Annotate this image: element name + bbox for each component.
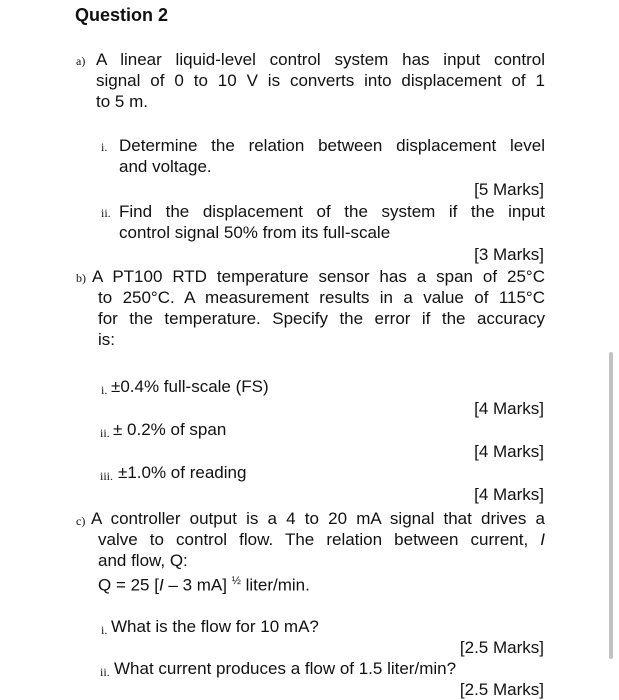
part-a-ii-line-1: Find the displacement of the system if the input (119, 202, 545, 221)
current-variable: I (540, 530, 545, 549)
part-b-i-text: ±0.4% full-scale (FS) (111, 377, 269, 396)
part-b-ii-text: ± 0.2% of span (113, 420, 227, 439)
part-a-ii-line-2: control signal 50% from its full-scale (119, 223, 391, 242)
part-b-ii-marks: [4 Marks] (474, 442, 544, 461)
part-c-line-2 (98, 529, 545, 550)
part-a-i-label: i. (101, 140, 108, 154)
part-a-line-3: to 5 m. (96, 92, 148, 111)
part-c-i-text: What is the flow for 10 mA? (111, 617, 319, 636)
part-a-i-line-1: Determine the relation between displacement level (119, 136, 545, 155)
part-b-line-3: for the temperature. Specify the error if the accuracy (98, 309, 545, 328)
part-b-line-4: is: (98, 330, 115, 349)
part-c-line-2-text: valve to control flow. The relation between current, (98, 530, 541, 549)
part-c-i-label: i. (101, 623, 108, 637)
part-a-i-text (119, 135, 545, 177)
part-a-i-line-2: and voltage. (119, 157, 212, 176)
question-heading: Question 2 (75, 5, 169, 25)
flow-formula (98, 571, 545, 596)
part-b-ii-label: ii. (100, 426, 110, 440)
part-b-text (92, 266, 545, 350)
part-b-iii-text: ±1.0% of reading (118, 463, 247, 482)
part-a-line-1: A linear liquid-level control system has input control (96, 50, 545, 69)
part-a-line-2: signal of 0 to 10 V is converts into displacement of 1 (96, 71, 545, 90)
part-c-i-marks: [2.5 Marks] (459, 638, 544, 657)
part-b-i-label: i. (101, 383, 108, 397)
part-b-label: b) (76, 271, 86, 285)
part-a-label: a) (76, 54, 86, 68)
part-a-ii-label: ii. (101, 206, 111, 220)
formula-exponent: ½ (231, 575, 241, 587)
part-c-line-1: A controller output is a 4 to 20 mA signal that drives a (91, 509, 545, 528)
part-a-i-marks: [5 Marks] (474, 180, 544, 199)
formula-start: Q = 25 [ (98, 575, 159, 595)
part-c-ii-text: What current produces a flow of 1.5 liter/min? (114, 659, 457, 678)
part-c-text (91, 508, 545, 596)
part-b-iii-label: iii. (100, 469, 114, 483)
part-b-line-2: to 250°C. A measurement results in a value of 115°C (98, 288, 545, 307)
formula-middle: – 3 mA] (163, 575, 232, 595)
formula-current-variable: I (158, 575, 164, 595)
part-c-ii-label: ii. (100, 665, 110, 679)
part-c-ii-marks: [2.5 Marks] (459, 680, 544, 699)
part-a-ii-text (119, 201, 545, 243)
part-a-ii-marks: [3 Marks] (474, 245, 544, 264)
part-c-label: c) (76, 514, 86, 528)
vertical-scrollbar[interactable] (609, 352, 613, 659)
formula-unit: liter/min. (240, 575, 310, 595)
part-a-text (96, 49, 545, 112)
part-b-i-marks: [4 Marks] (474, 399, 544, 418)
part-b-iii-marks: [4 Marks] (474, 485, 544, 504)
part-b-line-1: A PT100 RTD temperature sensor has a span of 25°C (92, 267, 545, 286)
part-c-line-3: and flow, Q: (98, 551, 188, 570)
